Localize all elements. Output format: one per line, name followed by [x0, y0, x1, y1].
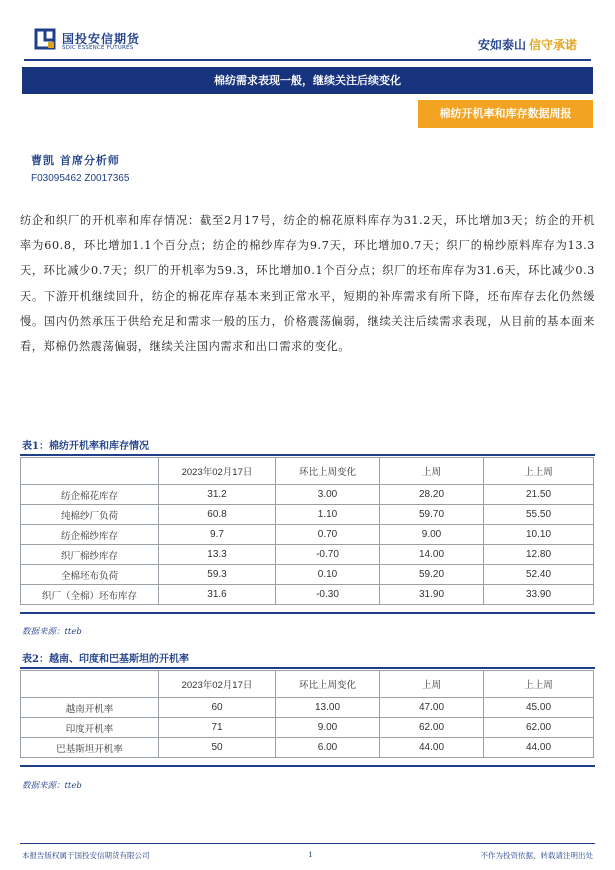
table-cell: 59.3: [159, 565, 276, 585]
table-row: [21, 565, 594, 585]
table-cell: 巴基斯坦开机率: [21, 738, 159, 758]
table-cell: 31.6: [159, 585, 276, 605]
table-cell: 越南开机率: [21, 698, 159, 718]
table2-top-rule: [20, 667, 595, 669]
slogan-part2: 信守承诺: [528, 38, 577, 52]
table-cell: 31.90: [380, 585, 484, 605]
table-cell: 59.70: [380, 505, 484, 525]
header-divider: [24, 59, 591, 61]
table-cell: 9.00: [380, 525, 484, 545]
footer-disclaimer: 不作为投资依据，转载请注明出处: [480, 851, 593, 860]
table-row: [21, 585, 594, 605]
table1-header-cell: 环比上周变化: [276, 458, 380, 485]
table-cell: 10.10: [484, 525, 594, 545]
author-name: 曹凯 首席分析师: [31, 154, 120, 167]
table2-source: 数据来源：tteb: [22, 781, 82, 791]
table-cell: 13.3: [159, 545, 276, 565]
sdic-logo-icon: [34, 28, 56, 50]
table2-header-cell: 2023年02月17日: [159, 671, 276, 698]
table1-header-cell: 上周: [380, 458, 484, 485]
table2-header-cell: 上上周: [484, 671, 594, 698]
table-cell: 52.40: [484, 565, 594, 585]
table2: [20, 670, 594, 758]
table-cell: 0.70: [276, 525, 380, 545]
slogan-part1: 安如泰山: [477, 38, 526, 52]
table2-header-cell: [21, 671, 159, 698]
table-cell: 55.50: [484, 505, 594, 525]
table-cell: 纺企棉花库存: [21, 485, 159, 505]
author-license: F03095462 Z0017365: [31, 173, 130, 184]
table-cell: 全棉坯布负荷: [21, 565, 159, 585]
table-cell: 31.2: [159, 485, 276, 505]
table1-bottom-rule: [20, 612, 595, 614]
table-cell: 织厂棉纱库存: [21, 545, 159, 565]
table-cell: 62.00: [484, 718, 594, 738]
table-row: [21, 738, 594, 758]
table-cell: 33.90: [484, 585, 594, 605]
table-cell: 印度开机率: [21, 718, 159, 738]
table-row: [21, 485, 594, 505]
table-cell: 9.00: [276, 718, 380, 738]
table-cell: -0.30: [276, 585, 380, 605]
table-cell: 0.10: [276, 565, 380, 585]
table-cell: 14.00: [380, 545, 484, 565]
table-cell: 47.00: [380, 698, 484, 718]
table-cell: 3.00: [276, 485, 380, 505]
table-cell: 62.00: [380, 718, 484, 738]
table1-header-cell: 2023年02月17日: [159, 458, 276, 485]
table1-title: 表1：棉纺开机率和库存情况: [22, 441, 149, 452]
table-cell: 50: [159, 738, 276, 758]
table2-header-row: [21, 671, 594, 698]
table-row: [21, 505, 594, 525]
body-paragraph: 纺企和织厂的开机率和库存情况：截至2月17号，纺企的棉花原料库存为31.2天，环比增加3天；纺企的开机率为60.8，环比增加1.1个百分点；纺企的棉纱库存为9.7天，环比增加0.7天；织厂的棉纱原料库存为13.3天，环比减少0.7天；织厂的开机率为59.3，环比增加0.1个百分点；织厂的坯布库存为31.6天，环比减少0.3天。下游开机继续回升，纺企的棉花库存基本来到正常水平，短期的补库需求有所下降，坯布库存去化仍然缓慢。国内仍然承压于供给充足和需求一般的压力，价格震荡偏弱，继续关注后续需求表现，从目前的基本面来看，郑棉仍然震荡偏弱，继续关注国内需求和出口需求的变化。: [20, 214, 595, 354]
table-cell: 13.00: [276, 698, 380, 718]
table2-title: 表2：越南、印度和巴基斯坦的开机率: [22, 654, 189, 665]
table-cell: 59.20: [380, 565, 484, 585]
footer-divider: [20, 843, 595, 844]
table2-header-cell: 上周: [380, 671, 484, 698]
table1-source: 数据来源：tteb: [22, 627, 82, 637]
table2-header-cell: 环比上周变化: [276, 671, 380, 698]
table-cell: 1.10: [276, 505, 380, 525]
report-title-banner: 棉纺需求表现一般，继续关注后续变化: [22, 67, 593, 94]
table-cell: 45.00: [484, 698, 594, 718]
table1-top-rule: [20, 454, 595, 456]
report-type-label: 棉纺开机率和库存数据周报: [418, 100, 593, 128]
table-cell: 纺企棉纱库存: [21, 525, 159, 545]
table-cell: 9.7: [159, 525, 276, 545]
table-row: [21, 698, 594, 718]
footer-copyright: 本报告版权属于国投安信期货有限公司: [22, 851, 150, 860]
table1-header-cell: [21, 458, 159, 485]
table2-bottom-rule: [20, 765, 595, 767]
table-cell: 60.8: [159, 505, 276, 525]
page-number: 1: [308, 850, 313, 859]
table-cell: 60: [159, 698, 276, 718]
table-cell: 44.00: [484, 738, 594, 758]
table1-header-cell: 上上周: [484, 458, 594, 485]
table-cell: 28.20: [380, 485, 484, 505]
slogan: [478, 36, 577, 53]
logo-subtext: SDIC ESSENCE FUTURES: [62, 45, 134, 51]
table1-header-row: [21, 458, 594, 485]
logo-text: 国投安信期货: [62, 32, 141, 46]
table-cell: 21.50: [484, 485, 594, 505]
table-cell: 71: [159, 718, 276, 738]
table1: [20, 457, 594, 605]
table-row: [21, 718, 594, 738]
table-cell: 6.00: [276, 738, 380, 758]
table-row: [21, 525, 594, 545]
table-cell: 纯棉纱厂负荷: [21, 505, 159, 525]
table-row: [21, 545, 594, 565]
table-cell: 织厂（全棉）坯布库存: [21, 585, 159, 605]
table-cell: 12.80: [484, 545, 594, 565]
table-cell: -0.70: [276, 545, 380, 565]
table-cell: 44.00: [380, 738, 484, 758]
